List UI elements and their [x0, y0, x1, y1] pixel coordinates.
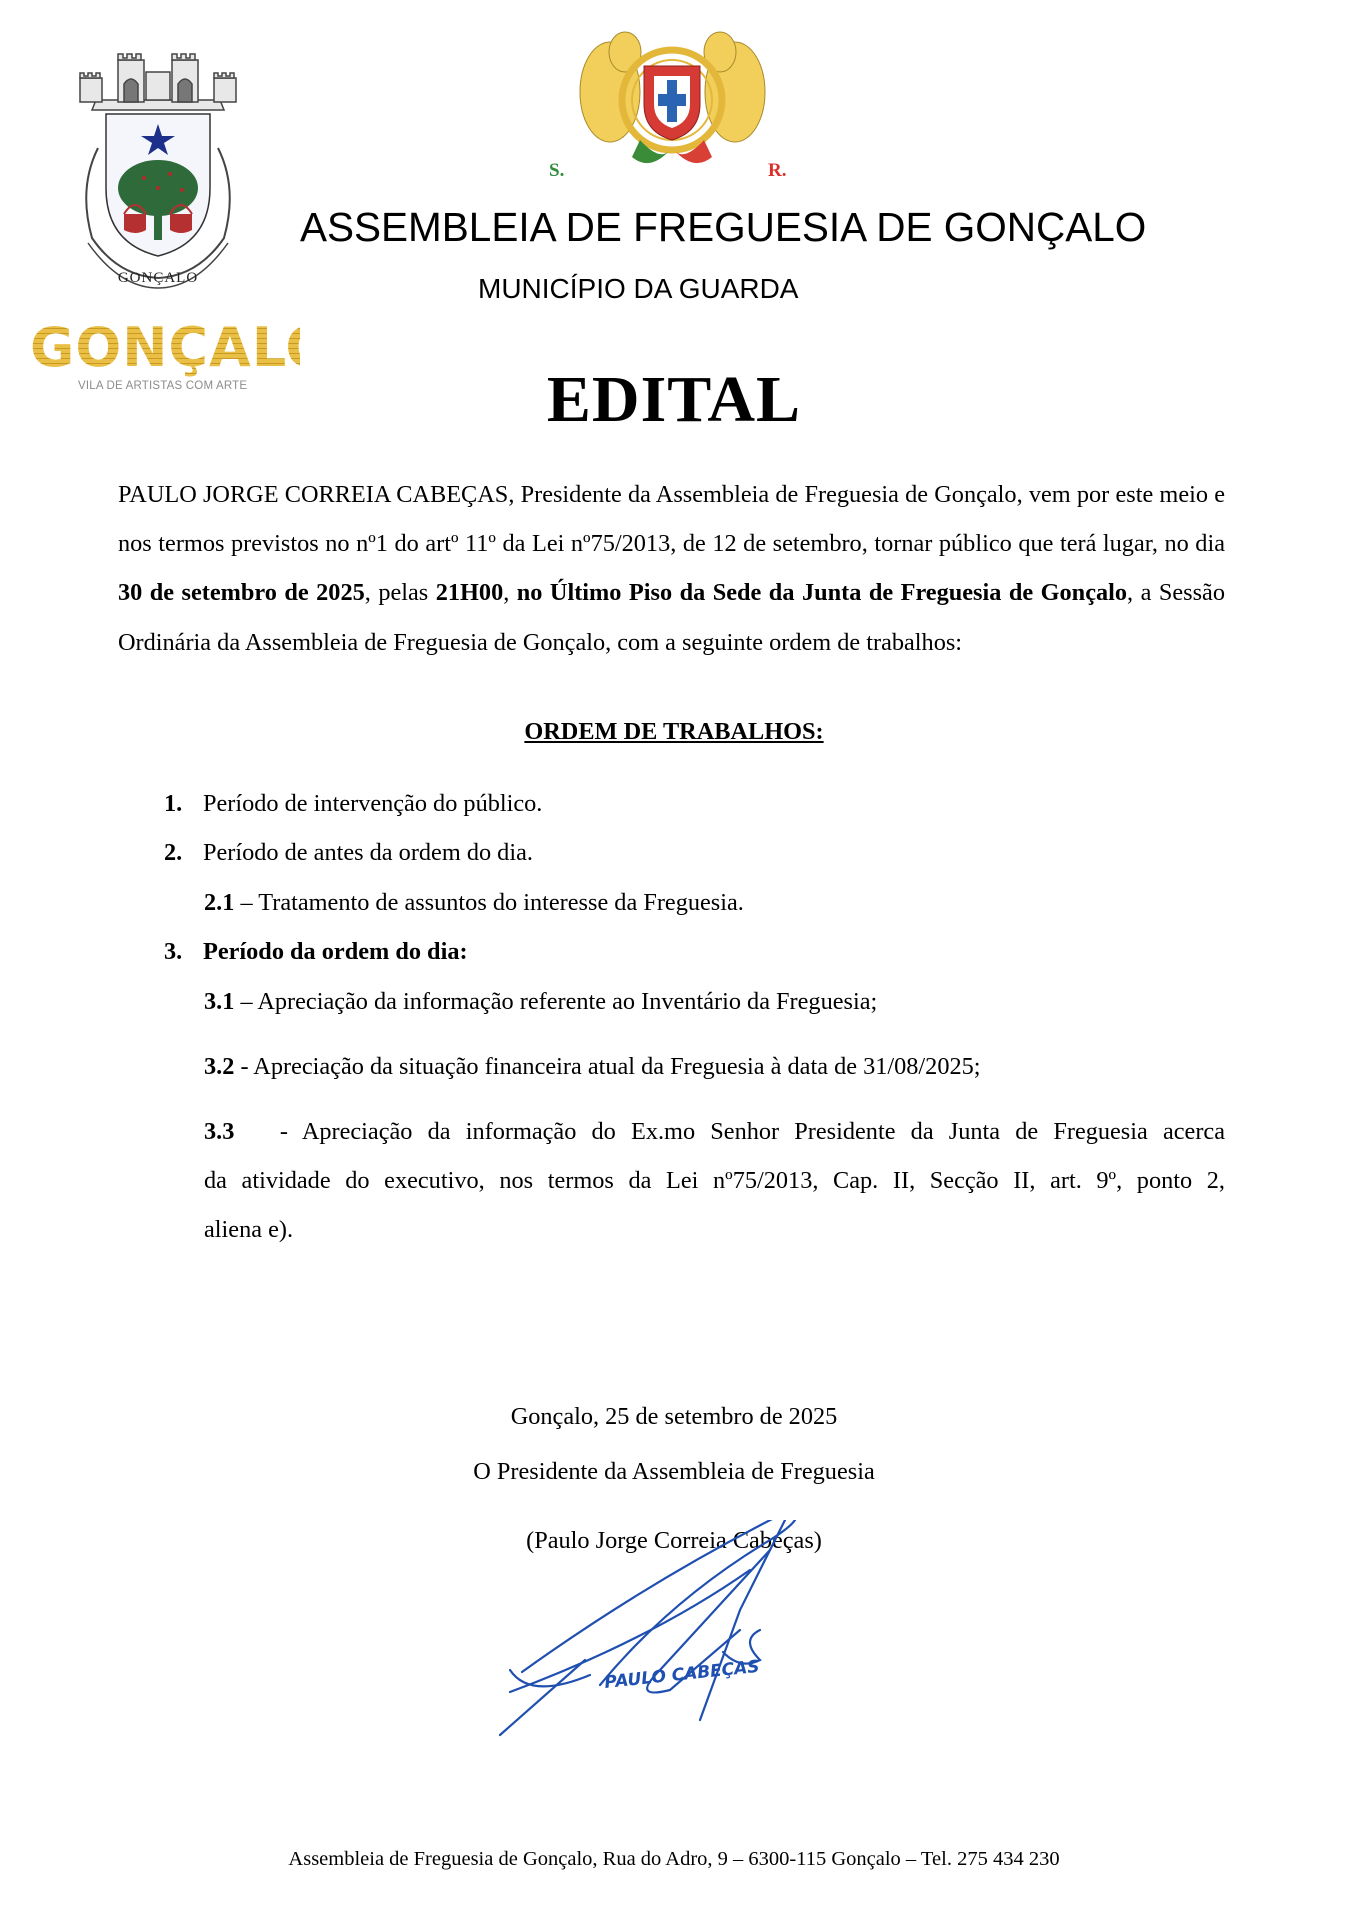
intro-text-1: PAULO JORGE CORREIA CABEÇAS, Presidente da Assembleia de Freguesia de Gonçalo, vem por este meio e nos termos previstos no nº1 do artº 11º da Lei nº75/2013, de 12 de setembro, tornar público que terá lugar, no dia	[118, 481, 1225, 558]
place-and-date: Gonçalo, 25 de setembro de 2025	[510, 1403, 838, 1430]
handwritten-signature-icon	[490, 1520, 830, 1740]
portuguese-republic-arms-icon	[570, 22, 775, 182]
assembly-title: ASSEMBLEIA DE FREGUESIA DE GONÇALO	[300, 204, 1147, 250]
agenda-item-number: 1.	[164, 790, 183, 817]
intro-text-4: , a Sessão Ordinária da Assembleia de Freguesia de Gonçalo, com a seguinte ordem de trabalhos:	[118, 579, 1225, 656]
municipality-subtitle: MUNICÍPIO DA GUARDA	[478, 273, 799, 304]
agenda-separator: -	[234, 1053, 254, 1080]
agenda-subitem-continuation: da atividade do executivo, nos termos da Lei nº75/2013, Cap. II, Secção II, art. 9º, ponto 2,	[204, 1167, 1225, 1194]
sr-right-letter: R.	[768, 160, 787, 181]
sr-left-letter: S.	[549, 160, 565, 181]
agenda-item	[164, 938, 468, 966]
session-time: 21H00	[435, 579, 504, 607]
svg-text:GONÇALO: GONÇALO	[117, 270, 199, 286]
agenda-item-number: 3.3	[204, 1118, 235, 1145]
agenda-subitem	[204, 1118, 1225, 1146]
brand-tagline: VILA DE ARTISTAS COM ARTE	[78, 380, 248, 392]
agenda-item-number: 3.2	[204, 1053, 235, 1080]
agenda-item-number: 3.	[164, 938, 183, 965]
agenda-item-text: Período de antes da ordem do dia.	[203, 839, 533, 866]
session-place: no Último Piso da Sede da Junta de Freguesia de Gonçalo	[516, 579, 1128, 607]
agenda-subitem	[204, 1053, 981, 1081]
svg-text:PAULO CABEÇAS: PAULO CABEÇAS	[603, 1656, 761, 1693]
agenda-separator: –	[234, 889, 259, 916]
agenda-separator: –	[234, 988, 258, 1015]
agenda-item-text: Apreciação da situação financeira atual da Freguesia à data de 31/08/2025;	[253, 1053, 981, 1080]
intro-text-2: , pelas	[364, 579, 436, 607]
brand-name: GONÇALO	[30, 316, 333, 379]
agenda-item-number: 2.	[164, 839, 183, 866]
agenda-subitem	[204, 988, 877, 1016]
session-date: 30 de setembro de 2025	[118, 579, 365, 607]
intro-text-3: ,	[503, 579, 517, 607]
agenda-item-number: 2.1	[204, 889, 235, 916]
gonçalo-coat-of-arms-icon	[58, 38, 258, 293]
agenda-item-text: Tratamento de assuntos do interesse da Freguesia.	[258, 889, 744, 916]
agenda-item-text: Período da ordem do dia:	[203, 938, 468, 965]
agenda-item-text: Apreciação da informação do Ex.mo Senhor Presidente da Junta de Freguesia acerca	[301, 1118, 1225, 1145]
agenda-item	[164, 790, 542, 818]
agenda-title: ORDEM DE TRABALHOS:	[524, 718, 824, 745]
agenda-item-text: Período de intervenção do público.	[203, 790, 543, 817]
signatory-name: (Paulo Jorge Correia Cabeças)	[526, 1527, 822, 1554]
agenda-separator: -	[234, 1118, 302, 1145]
signatory-role: O Presidente da Assembleia de Freguesia	[473, 1458, 875, 1485]
footer-address: Assembleia de Freguesia de Gonçalo, Rua do Adro, 9 – 6300-115 Gonçalo – Tel. 275 434 230	[288, 1848, 1060, 1870]
agenda-item-text: Apreciação da informação referente ao Inventário da Freguesia;	[257, 988, 878, 1015]
agenda-subitem-continuation: aliena e).	[204, 1216, 294, 1243]
intro-paragraph	[118, 470, 1225, 667]
document-heading: EDITAL	[546, 363, 802, 436]
agenda-item	[164, 839, 533, 867]
agenda-item-number: 3.1	[204, 988, 235, 1015]
agenda-subitem	[204, 889, 744, 917]
